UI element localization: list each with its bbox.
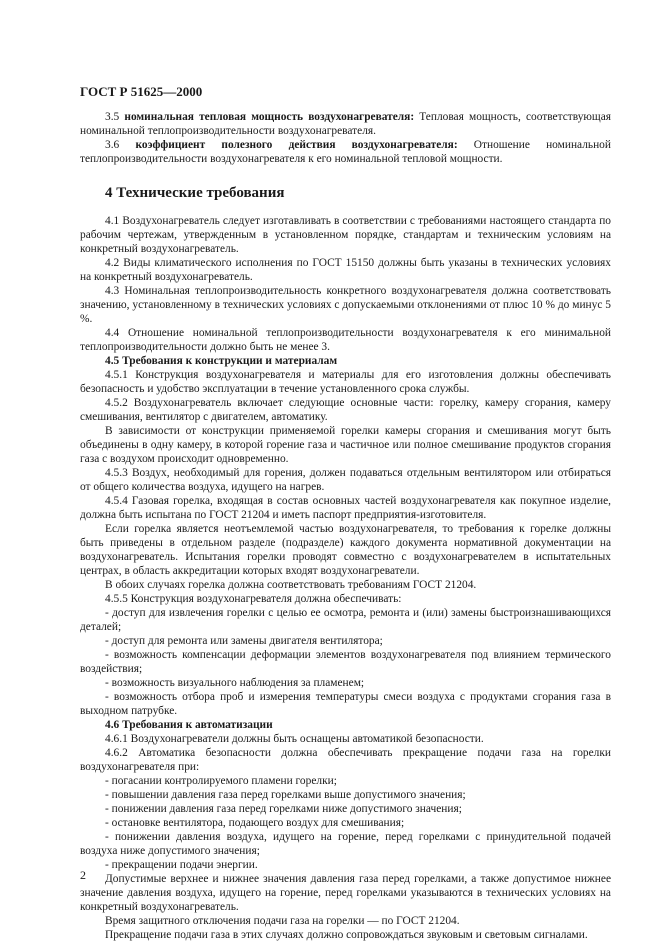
list-item: - понижении давления газа перед горелками ниже допустимого значения; xyxy=(105,803,462,815)
paragraph: Время защитного отключения подачи газа на горелки — по ГОСТ 21204. xyxy=(105,915,460,927)
section-title: 4 Технические требования xyxy=(105,185,285,201)
clause-3-6 xyxy=(80,138,611,166)
document-header: ГОСТ Р 51625—2000 xyxy=(80,84,203,99)
list-item: - возможность компенсации деформации элементов воздухонагревателя под влиянием термического воздействия; xyxy=(80,649,611,675)
paragraph: 4.2 Виды климатического исполнения по ГОСТ 15150 должны быть указаны в технических условиях на конкретный воздухонагреватель. xyxy=(80,257,611,283)
list-item: - погасании контролируемого пламени горелки; xyxy=(105,775,337,787)
paragraph: 4.5.1 Конструкция воздухонагревателя и материалы для его изготовления должны обеспечивать безопасность и удобство эксплуатации в течение установленного срока службы. xyxy=(80,369,611,395)
paragraph: 4.1 Воздухонагреватель следует изготавливать в соответствии с требованиями настоящего стандарта по рабочим чертежам, утвержденным в установленном порядке, стандартам и техническим условиям на конкретный воздухонагреватель. xyxy=(80,215,611,255)
paragraph: В зависимости от конструкции применяемой горелки камеры сгорания и смешивания могут быть объединены в одну камеру, в которой горение газа и частичное или полное смешивание продуктов сгорания газа с воздухом происходит одновременно. xyxy=(80,425,611,465)
list-item: - понижении давления воздуха, идущего на горение, перед горелками с принудительной подачей воздуха ниже допустимого значения; xyxy=(80,831,611,857)
page-content xyxy=(80,110,611,942)
paragraph: Если горелка является неотъемлемой частью воздухонагревателя, то требования к горелке должны быть приведены в отдельном разделе (подразделе) каждого документа нормативной документации на воздухонагреватель. Испытания горелки проводят совместно с воздухонагревателем в испытательных центрах, в область аккредитации которых входят воздухонагреватели. xyxy=(80,523,611,577)
clause-term: коэффициент полезного действия воздухонагревателя: xyxy=(135,139,458,151)
clause-text: Отношение номинальной теплопроизводительности воздухонагревателя к его номинальной тепловой мощности. xyxy=(80,139,611,165)
clause-term: номинальная тепловая мощность воздухонагревателя: xyxy=(124,111,415,123)
page-number: 2 xyxy=(80,868,86,882)
paragraph: 4.5.4 Газовая горелка, входящая в состав основных частей воздухонагревателя как покупное изделие, должна быть испытана по ГОСТ 21204 и иметь паспорт предприятия-изготовителя. xyxy=(80,495,611,521)
paragraph: В обоих случаях горелка должна соответствовать требованиям ГОСТ 21204. xyxy=(105,579,477,591)
paragraph: Прекращение подачи газа в этих случаях должно сопровождаться звуковым и световым сигналами. xyxy=(105,929,588,941)
paragraph: 4.5.2 Воздухонагреватель включает следующие основные части: горелку, камеру сгорания, камеру смешивания, вентилятор с двигателем, автоматику. xyxy=(80,397,611,423)
paragraph: 4.4 Отношение номинальной теплопроизводительности воздухонагревателя к его минимальной теплопроизводительности должно быть не менее 3. xyxy=(80,327,611,353)
list-item: - остановке вентилятора, подающего воздух для смешивания; xyxy=(105,817,405,829)
paragraph: Допустимые верхнее и нижнее значения давления газа перед горелками, а также допустимое нижнее значение давления воздуха, идущего на горение, перед горелками указываются в технических условиях на конкретный воздухонагреватель. xyxy=(80,873,611,913)
list-item: - возможность отбора проб и измерения температуры смеси воздуха с продуктами сгорания газа в выходном патрубке. xyxy=(80,691,611,717)
paragraph: 4.3 Номинальная теплопроизводительность конкретного воздухонагревателя должна соответствовать значению, установленному в технических условиях с допускаемыми отклонениями от плюс 10 % до минус 5 %. xyxy=(80,285,611,325)
list-item: - прекращении подачи энергии. xyxy=(105,859,258,871)
clause-text: Тепловая мощность, соответствующая номинальной теплопроизводительности воздухонагревателя. xyxy=(80,111,611,137)
list-item: - повышении давления газа перед горелками выше допустимого значения; xyxy=(105,789,466,801)
paragraph: 4.6.1 Воздухонагреватели должны быть оснащены автоматикой безопасности. xyxy=(105,733,484,745)
list-item: - доступ для ремонта или замены двигателя вентилятора; xyxy=(105,635,383,647)
paragraph: 4.5.3 Воздух, необходимый для горения, должен подаваться отдельным вентилятором или отбираться от общего количества воздуха, идущего на нагрев. xyxy=(80,467,611,493)
paragraph: 4.6.2 Автоматика безопасности должна обеспечивать прекращение подачи газа на горелки воздухонагревателя при: xyxy=(80,747,611,773)
subsection-title: 4.6 Требования к автоматизации xyxy=(105,719,273,731)
clause-3-5 xyxy=(80,110,611,138)
list-item: - доступ для извлечения горелки с целью ее осмотра, ремонта и (или) замены быстроизнашивающихся деталей; xyxy=(80,607,611,633)
subsection-title: 4.5 Требования к конструкции и материалам xyxy=(105,355,338,367)
paragraph: 4.5.5 Конструкция воздухонагревателя должна обеспечивать: xyxy=(105,593,402,605)
clause-number: 3.6 xyxy=(105,139,136,151)
clause-number: 3.5 xyxy=(105,111,125,123)
list-item: - возможность визуального наблюдения за пламенем; xyxy=(105,677,365,689)
